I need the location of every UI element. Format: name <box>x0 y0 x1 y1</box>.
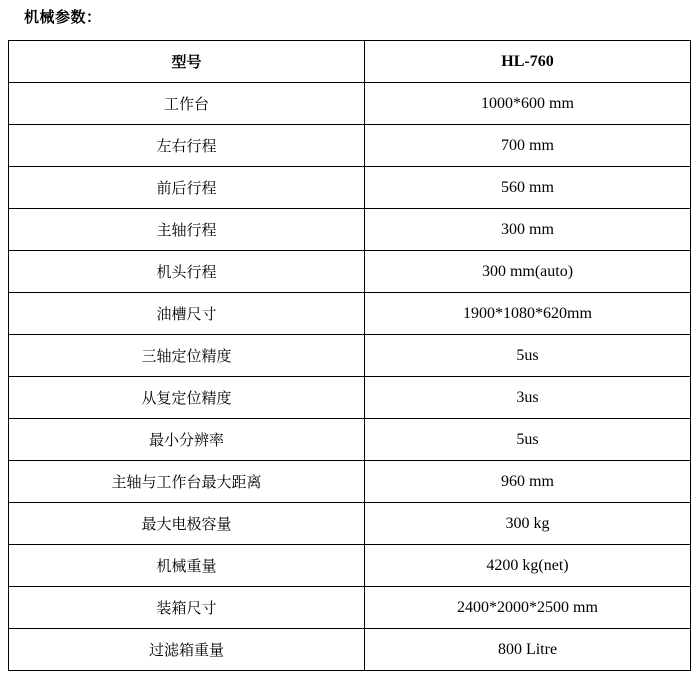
table-row <box>9 83 691 125</box>
table-row <box>9 209 691 251</box>
param-cell <box>9 545 365 587</box>
param-cell <box>9 209 365 251</box>
param-cell <box>9 419 365 461</box>
param-label: 机械重量 <box>156 557 217 575</box>
param-value: 4200 kg(net) <box>486 556 569 574</box>
param-cell <box>9 629 365 671</box>
param-label: 机头行程 <box>156 263 217 281</box>
value-cell <box>365 83 691 125</box>
section-title: 机械参数： <box>24 8 102 26</box>
param-value: 5us <box>516 346 539 364</box>
param-label: 油槽尺寸 <box>156 305 217 323</box>
value-cell <box>365 293 691 335</box>
param-value: 2400*2000*2500 mm <box>457 598 598 616</box>
table-row <box>9 125 691 167</box>
param-cell <box>9 377 365 419</box>
param-cell <box>9 503 365 545</box>
param-value: 1900*1080*620mm <box>463 304 592 322</box>
value-cell <box>365 503 691 545</box>
param-value: 3us <box>516 388 539 406</box>
param-cell <box>9 587 365 629</box>
param-label: 最小分辨率 <box>148 431 224 449</box>
param-value: 300 kg <box>505 514 550 532</box>
value-cell <box>365 587 691 629</box>
param-value: 300 mm <box>501 220 554 238</box>
table-row <box>9 377 691 419</box>
table-row <box>9 461 691 503</box>
param-value: 800 Litre <box>497 640 558 658</box>
value-cell <box>365 251 691 293</box>
value-cell <box>365 209 691 251</box>
table-row <box>9 545 691 587</box>
param-cell <box>9 251 365 293</box>
table-row <box>9 293 691 335</box>
param-label: 从复定位精度 <box>141 389 232 407</box>
header-model-cell <box>365 41 691 83</box>
param-cell <box>9 335 365 377</box>
param-label: 三轴定位精度 <box>141 347 232 365</box>
param-value: 700 mm <box>501 136 554 154</box>
table-row <box>9 419 691 461</box>
value-cell <box>365 419 691 461</box>
param-cell <box>9 167 365 209</box>
param-label: 主轴行程 <box>156 221 217 239</box>
param-cell <box>9 125 365 167</box>
param-cell <box>9 293 365 335</box>
param-label: 过滤箱重量 <box>148 641 224 659</box>
header-param-label: 型号 <box>171 53 202 71</box>
param-cell <box>9 83 365 125</box>
param-label: 左右行程 <box>156 137 217 155</box>
table-row <box>9 167 691 209</box>
spec-table <box>8 40 691 671</box>
table-header-row <box>9 41 691 83</box>
param-value: 5us <box>516 430 539 448</box>
table-row <box>9 503 691 545</box>
param-label: 装箱尺寸 <box>156 599 217 617</box>
param-label: 主轴与工作台最大距离 <box>111 473 262 491</box>
header-param-cell <box>9 41 365 83</box>
table-row <box>9 335 691 377</box>
table-row <box>9 629 691 671</box>
value-cell <box>365 545 691 587</box>
param-value: 1000*600 mm <box>481 94 574 112</box>
value-cell <box>365 461 691 503</box>
table-row <box>9 587 691 629</box>
param-label: 前后行程 <box>156 179 217 197</box>
param-cell <box>9 461 365 503</box>
value-cell <box>365 125 691 167</box>
model-value: HL-760 <box>501 52 554 70</box>
value-cell <box>365 377 691 419</box>
value-cell <box>365 335 691 377</box>
value-cell <box>365 629 691 671</box>
param-value: 560 mm <box>501 178 554 196</box>
param-value: 300 mm(auto) <box>481 262 574 280</box>
table-row <box>9 251 691 293</box>
param-value: 960 mm <box>501 472 554 490</box>
param-label: 最大电极容量 <box>141 515 232 533</box>
param-label: 工作台 <box>163 95 209 113</box>
value-cell <box>365 167 691 209</box>
